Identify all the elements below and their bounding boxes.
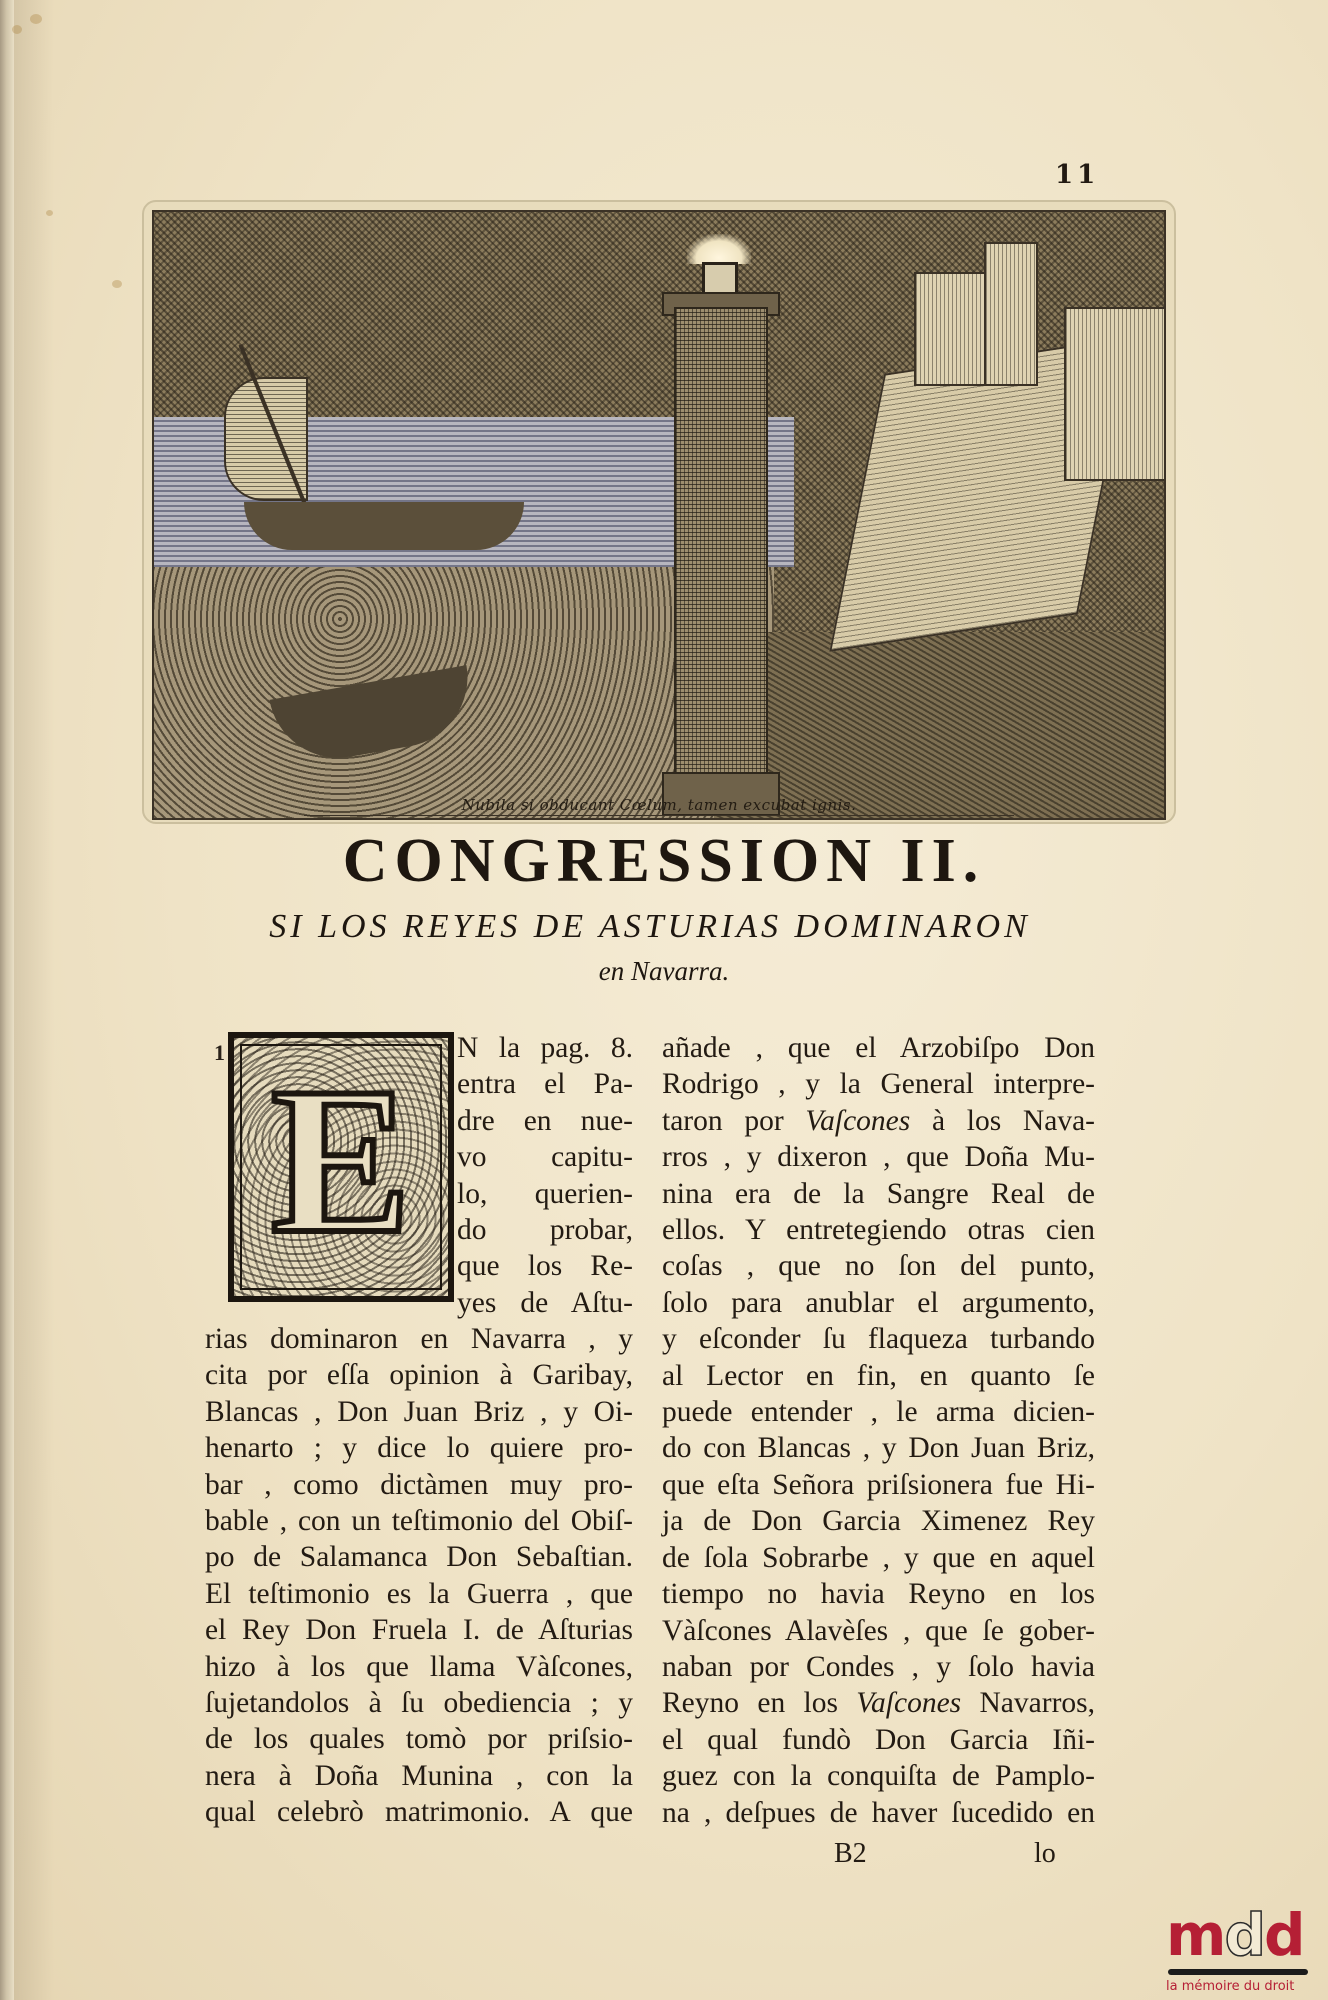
text-line: al Lector en fin, en quanto ſe (662, 1359, 1095, 1392)
text-line: taron por Vaſcones à los Nava- (662, 1104, 1095, 1137)
logo-letter-m: m (1166, 1901, 1225, 1969)
text-line: rias dominaron en Navarra , y (205, 1323, 633, 1355)
text-line: rros , y dixeron , que Doña Mu- (662, 1141, 1095, 1174)
text-line: do probar, (457, 1214, 633, 1247)
chapter-subtitle: SI LOS REYES DE ASTURIAS DOMINARON (269, 908, 1031, 945)
text-line: na , deſpues de haver ſucedido en (662, 1796, 1095, 1829)
catchword: lo (1034, 1838, 1056, 1869)
text-line: henarto ; y dice lo quiere pro- (205, 1432, 633, 1465)
text-line: yes de Aſtu- (457, 1286, 633, 1319)
text-line: bar , como dictàmen muy pro- (205, 1468, 633, 1501)
text-line: Blancas , Don Juan Briz , y Oi- (205, 1395, 633, 1428)
text-line: tiempo no havia Reyno en los (662, 1578, 1095, 1611)
text-line: que los Re- (457, 1250, 633, 1283)
lighthouse-tower (674, 307, 768, 811)
text-line: naban por Condes , y ſolo havia (662, 1650, 1095, 1683)
logo-wordmark (1166, 1901, 1326, 1969)
page-gutter (0, 0, 14, 2000)
signature-mark: B2 (834, 1838, 867, 1869)
text-line: qual celebrò matrimonio. A que (205, 1796, 633, 1829)
text-line: hizo à los que llama Vàſcones, (205, 1650, 633, 1683)
right-text-column (662, 1030, 1095, 1831)
initial-letter: E (270, 1045, 412, 1277)
fortress-house (914, 272, 988, 386)
logo-letter-d-outline: d (1224, 1901, 1264, 1969)
italic-term: Vaſcones (856, 1687, 962, 1720)
engraving-illustration (152, 210, 1166, 820)
text-line: nina era de la Sangre Real de (662, 1177, 1095, 1210)
fortress-building (1064, 307, 1166, 481)
text-line: dre en nue- (457, 1104, 633, 1137)
text-line: bable , con un teſtimonio del Obiſ- (205, 1505, 633, 1538)
left-text-column (205, 1321, 633, 1831)
text-line: ellos. Y entretegiendo otras cien (662, 1214, 1095, 1247)
rocky-shore (714, 632, 1166, 820)
engraving-motto: Nubila si obducant Cœlum, tamen excubat ignis. (461, 796, 857, 814)
foxing-stain (112, 280, 122, 288)
text-line: Reyno en los Vaſcones Navarros, (662, 1687, 1095, 1720)
text-line: de ſola Sobrarbe , y que en aquel (662, 1541, 1095, 1574)
mdd-logo[interactable] (1166, 1901, 1326, 2000)
text-line: que eſta Señora priſsionera fue Hi- (662, 1468, 1095, 1501)
chapter-title: CONGRESSION II. (342, 827, 986, 895)
chapter-subtitle-continued: en Navarra. (598, 956, 730, 986)
page-number: 11 (1055, 160, 1100, 190)
text-beside-initial (457, 1030, 633, 1321)
text-line: de los quales tomò por priſsio- (205, 1723, 633, 1756)
text-line: vo capitu- (457, 1141, 633, 1174)
text-line: lo, querien- (457, 1177, 633, 1210)
text-line: Rodrigo , y la General interpre- (662, 1068, 1095, 1101)
logo-letter-d: d (1263, 1901, 1304, 1969)
sailing-ship (244, 502, 524, 550)
text-line: el qual fundò Don Garcia Iñi- (662, 1723, 1095, 1756)
text-line: entra el Pa- (457, 1068, 633, 1101)
foxing-stain (12, 25, 22, 34)
logo-tagline: la mémoire du droit (1166, 1979, 1295, 1994)
text-line: Vàſcones Alavèſes , que ſe gober- (662, 1614, 1095, 1647)
text-line: ſujetandolos à ſu obediencia ; y (205, 1687, 633, 1720)
text-line: añade , que el Arzobiſpo Don (662, 1032, 1095, 1064)
italic-term: Vaſcones (805, 1104, 911, 1137)
text-line: El teſtimonio es la Guerra , que (205, 1577, 633, 1610)
text-line: ſolo para anublar el argumento, (662, 1286, 1095, 1319)
foxing-stain (46, 210, 53, 216)
text-line: el Rey Don Fruela I. de Aſturias (205, 1614, 633, 1647)
fortress-tower (984, 242, 1038, 386)
text-line: coſas , que no ſon del punto, (662, 1250, 1095, 1283)
gutter-shadow (14, 0, 54, 2000)
foxing-stain (30, 14, 42, 24)
beacon-fire (687, 234, 751, 264)
text-line: po de Salamanca Don Sebaſtian. (205, 1541, 633, 1574)
text-line: ja de Don Garcia Ximenez Rey (662, 1505, 1095, 1538)
text-line: cita por eſſa opinion à Garibay, (205, 1359, 633, 1392)
text-line: nera à Doña Munina , con la (205, 1759, 633, 1792)
motto-rule (304, 815, 1014, 816)
text-line: y eſconder ſu flaqueza turbando (662, 1323, 1095, 1356)
text-line: guez con la conquiſta de Pamplo- (662, 1760, 1095, 1793)
paragraph-number: 1 (214, 1040, 225, 1065)
text-line: do con Blancas , y Don Juan Briz, (662, 1432, 1095, 1465)
text-line: puede entender , le arma dicien- (662, 1396, 1095, 1429)
decorated-initial (228, 1032, 454, 1302)
logo-divider-bar (1168, 1969, 1308, 1975)
text-line: N la pag. 8. (457, 1032, 633, 1064)
